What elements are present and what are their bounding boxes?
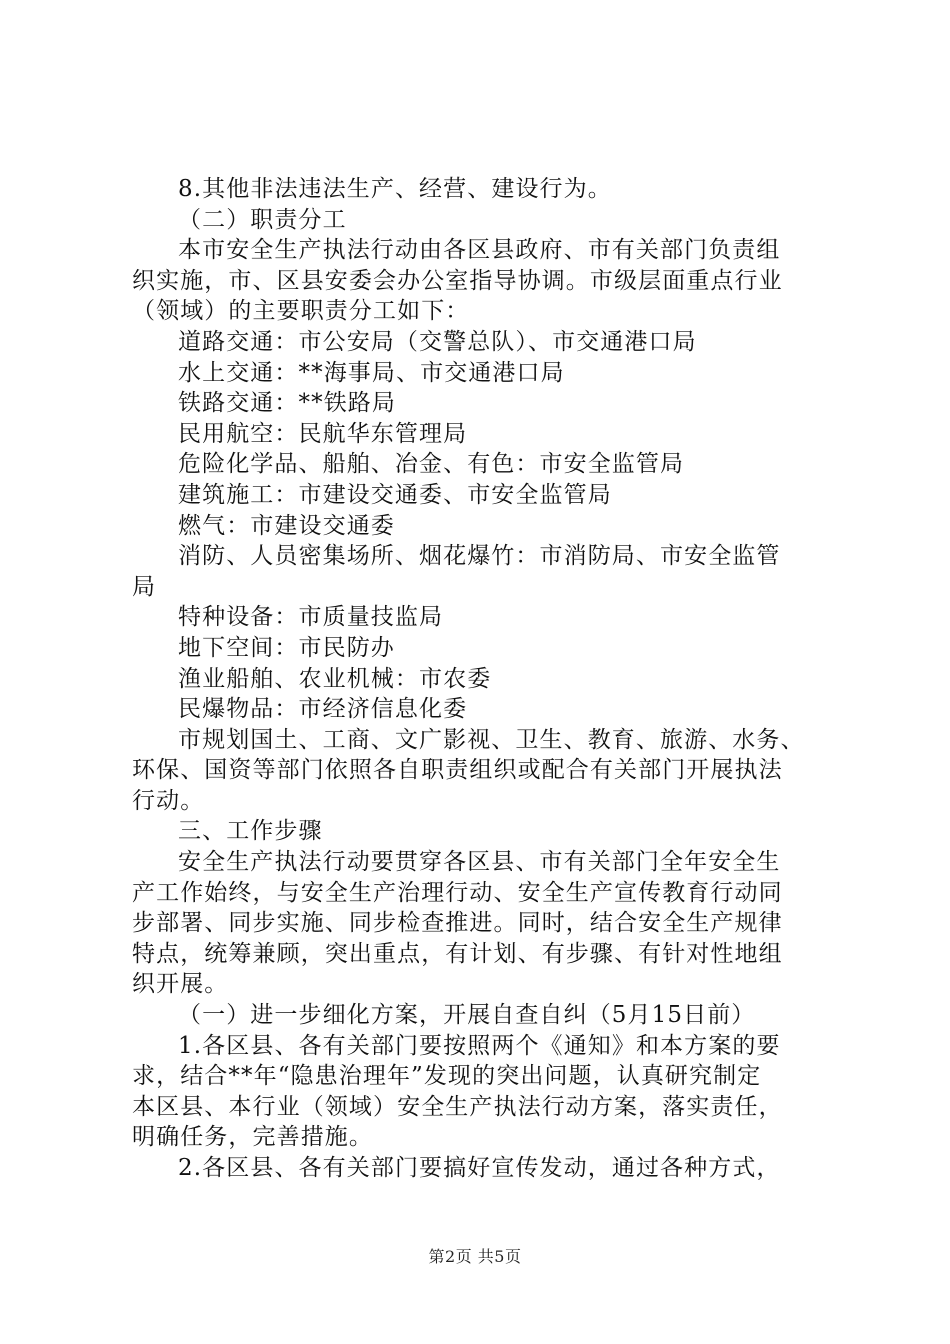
text-line: 消防、人员密集场所、烟花爆竹：市消防局、市安全监管 xyxy=(178,543,781,570)
text-line: 铁路交通：**铁路局 xyxy=(178,390,396,417)
text-line: （领域）的主要职责分工如下： xyxy=(132,298,470,325)
text-line: 道路交通：市公安局（交警总队）、市交通港口局 xyxy=(178,328,697,355)
text-line: 本市安全生产执法行动由各区县政府、市有关部门负责组 xyxy=(178,237,781,264)
text-line: 建筑施工：市建设交通委、市安全监管局 xyxy=(178,481,612,508)
text-line: 危险化学品、船舶、冶金、有色：市安全监管局 xyxy=(178,451,685,478)
text-line: 特点，统筹兼顾，突出重点，有计划、有步骤、有针对性地组 xyxy=(132,940,783,967)
text-line: 三、工作步骤 xyxy=(178,818,323,845)
text-line: 民用航空：民航华东管理局 xyxy=(178,420,468,447)
text-line: 织开展。 xyxy=(132,971,229,998)
text-line: 特种设备：市质量技监局 xyxy=(178,604,444,631)
text-line: 明确任务，完善措施。 xyxy=(132,1124,373,1151)
text-line: 局 xyxy=(132,573,157,600)
text-line: 8.其他非法违法生产、经营、建设行为。 xyxy=(178,176,612,202)
text-line: 织实施，市、区县安委会办公室指导协调。市级层面重点行业 xyxy=(132,267,783,294)
text-line: 环保、国资等部门依照各自职责组织或配合有关部门开展执法 xyxy=(132,757,783,784)
text-line: 步部署、同步实施、同步检查推进。同时，结合安全生产规律 xyxy=(132,910,783,937)
text-line: 市规划国土、工商、文广影视、卫生、教育、旅游、水务、 xyxy=(178,726,805,753)
text-line: 本区县、本行业（领域）安全生产执法行动方案，落实责任， xyxy=(132,1093,783,1120)
text-line: 渔业船舶、农业机械：市农委 xyxy=(178,665,492,692)
text-line: 2.各区县、各有关部门要搞好宣传发动，通过各种方式， xyxy=(178,1155,781,1181)
text-line: 行动。 xyxy=(132,787,205,814)
text-line: 燃气：市建设交通委 xyxy=(178,512,395,539)
text-line: 产工作始终，与安全生产治理行动、安全生产宣传教育行动同 xyxy=(132,879,783,906)
text-line: 水上交通：**海事局、市交通港口局 xyxy=(178,359,565,386)
page-footer: 第2页 共5页 xyxy=(428,1247,522,1266)
text-line: 安全生产执法行动要贯穿各区县、市有关部门全年安全生 xyxy=(178,849,781,876)
document-body xyxy=(132,174,832,1184)
text-line: （一）进一步细化方案，开展自查自纠（5月15日前） xyxy=(178,1002,756,1029)
text-line: （二）职责分工 xyxy=(178,206,347,233)
text-line: 求，结合**年“隐患治理年”发现的突出问题，认真研究制定 xyxy=(132,1063,762,1090)
text-line: 1.各区县、各有关部门要按照两个《通知》和本方案的要 xyxy=(178,1032,781,1059)
text-line: 民爆物品：市经济信息化委 xyxy=(178,696,468,723)
text-line: 地下空间：市民防办 xyxy=(178,634,395,661)
